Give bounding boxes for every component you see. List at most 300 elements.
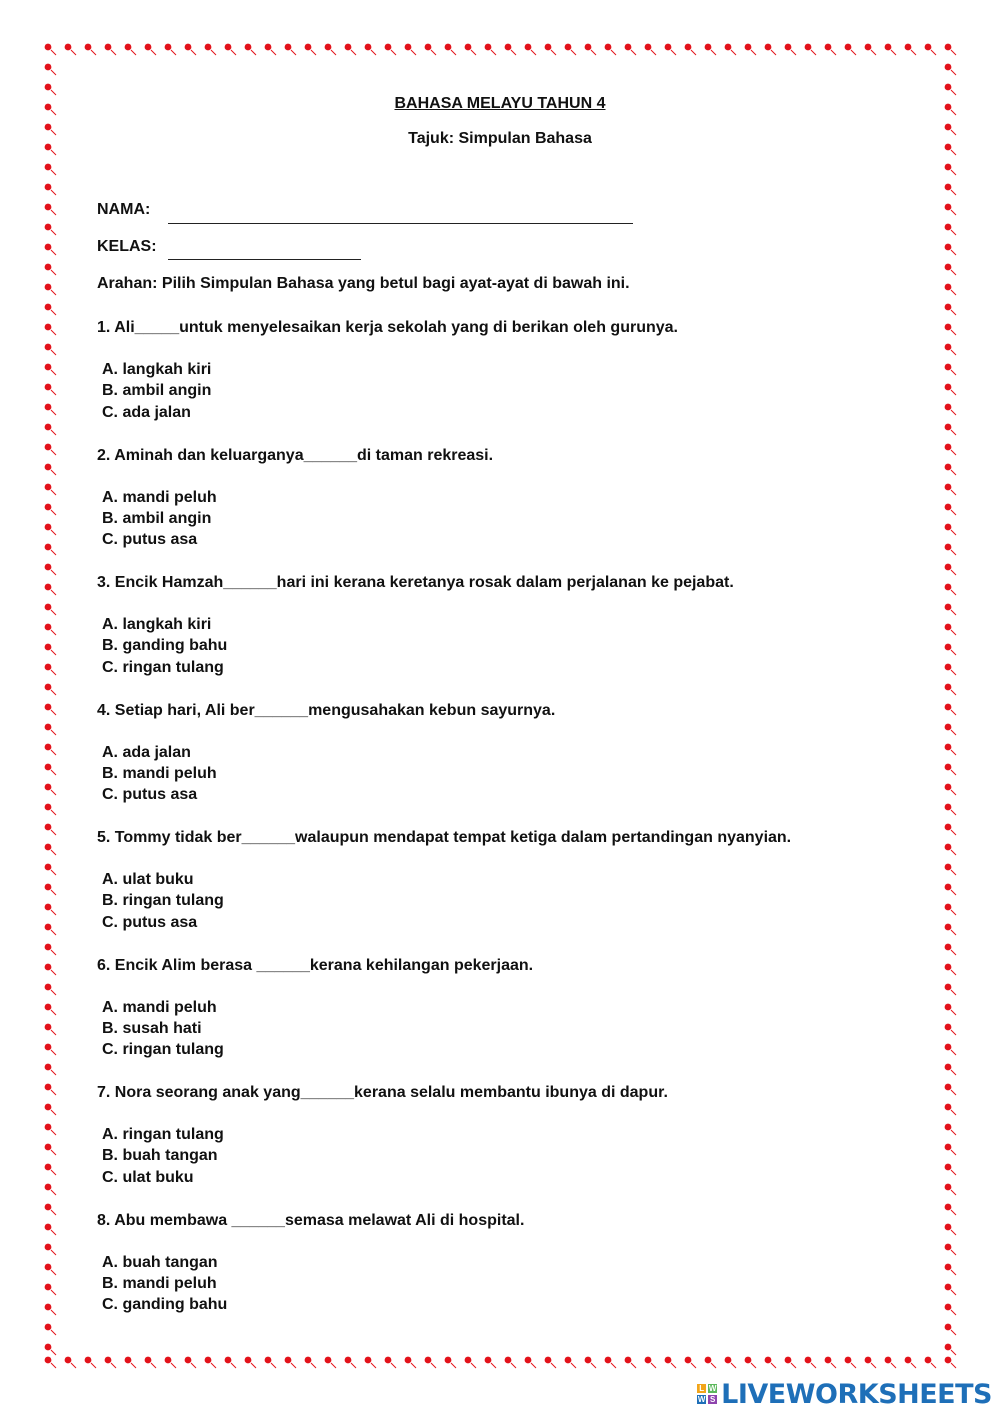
border-dot: [945, 724, 952, 731]
border-dot: [45, 704, 52, 711]
border-dot: [945, 324, 952, 331]
border-dot: [105, 44, 112, 51]
border-dot: [665, 44, 672, 51]
border-dot: [45, 444, 52, 451]
border-dot: [945, 804, 952, 811]
border-dot: [45, 284, 52, 291]
border-dot: [485, 44, 492, 51]
border-dash: [951, 890, 956, 895]
border-dot: [945, 444, 952, 451]
border-dot: [45, 224, 52, 231]
border-dash: [291, 1363, 296, 1368]
border-dash: [51, 910, 56, 915]
border-dash: [831, 50, 836, 55]
border-dot: [625, 1357, 632, 1364]
border-dot: [45, 84, 52, 91]
border-dash: [51, 1210, 56, 1215]
border-dash: [671, 1363, 676, 1368]
border-dot: [285, 1357, 292, 1364]
border-dash: [951, 550, 956, 555]
border-dash: [491, 50, 496, 55]
border-dot: [945, 664, 952, 671]
border-dash: [951, 750, 956, 755]
border-dot: [945, 364, 952, 371]
option-b[interactable]: B. susah hati: [102, 1019, 202, 1037]
border-dash: [471, 1363, 476, 1368]
border-dash: [51, 390, 56, 395]
option-b[interactable]: B. ambil angin: [102, 509, 212, 527]
border-dot: [945, 1184, 952, 1191]
border-dot: [45, 1324, 52, 1331]
border-dash: [51, 670, 56, 675]
border-dot: [125, 44, 132, 51]
option-c[interactable]: C. putus asa: [102, 786, 198, 804]
border-dash: [251, 50, 256, 55]
border-dash: [951, 1170, 956, 1175]
question-item: [97, 1210, 927, 1338]
border-dot: [585, 1357, 592, 1364]
worksheet-subtitle: Tajuk: Simpulan Bahasa: [408, 130, 592, 147]
border-dash: [151, 50, 156, 55]
border-dash: [471, 50, 476, 55]
border-dot: [345, 1357, 352, 1364]
border-dash: [91, 50, 96, 55]
border-dot: [45, 504, 52, 511]
border-dot: [45, 464, 52, 471]
border-dot: [945, 184, 952, 191]
border-dot: [225, 44, 232, 51]
border-dot: [45, 404, 52, 411]
border-dot: [385, 44, 392, 51]
border-dash: [171, 1363, 176, 1368]
border-dot: [765, 44, 772, 51]
border-dot: [945, 384, 952, 391]
border-dot: [45, 1284, 52, 1291]
border-dot: [465, 44, 472, 51]
border-dash: [851, 50, 856, 55]
border-dot: [45, 204, 52, 211]
option-list: [102, 742, 927, 806]
border-dash: [951, 1010, 956, 1015]
border-dash: [51, 1350, 56, 1355]
border-dot: [45, 1004, 52, 1011]
option-list: [102, 997, 927, 1061]
border-dot: [45, 1084, 52, 1091]
option-c[interactable]: C. putus asa: [102, 531, 198, 549]
border-dash: [951, 150, 956, 155]
instruction-text: Arahan: Pilih Simpulan Bahasa yang betul bagi ayat-ayat di bawah ini.: [97, 275, 630, 292]
border-dot: [945, 1084, 952, 1091]
border-dash: [311, 1363, 316, 1368]
border-dot: [945, 464, 952, 471]
border-dot: [945, 564, 952, 571]
border-dot: [945, 84, 952, 91]
border-dash: [951, 1070, 956, 1075]
border-dot: [945, 1064, 952, 1071]
border-dot: [865, 44, 872, 51]
question-text: 5. Tommy tidak ber______walaupun mendapat tempat ketiga dalam pertandingan nyanyian.: [97, 829, 792, 846]
border-dash: [51, 810, 56, 815]
border-dot: [825, 44, 832, 51]
question-text: 8. Abu membawa ______semasa melawat Ali di hospital.: [97, 1211, 525, 1229]
class-field[interactable]: [168, 259, 361, 260]
border-dash: [951, 490, 956, 495]
border-dash: [51, 550, 56, 555]
border-dot: [145, 1357, 152, 1364]
border-dash: [951, 1190, 956, 1195]
border-dot: [365, 44, 372, 51]
border-dash: [951, 1270, 956, 1275]
border-dot: [785, 44, 792, 51]
border-dash: [911, 50, 916, 55]
border-dot: [945, 984, 952, 991]
option-list: [102, 359, 927, 423]
border-dash: [951, 810, 956, 815]
border-dot: [945, 224, 952, 231]
border-dot: [105, 1357, 112, 1364]
option-c[interactable]: C. ringan tulang: [102, 1041, 224, 1059]
border-dash: [171, 50, 176, 55]
border-dot: [945, 844, 952, 851]
border-dash: [951, 670, 956, 675]
border-dash: [51, 1010, 56, 1015]
border-dash: [951, 630, 956, 635]
border-dot: [45, 64, 52, 71]
border-dash: [951, 370, 956, 375]
border-dot: [45, 164, 52, 171]
border-dash: [871, 1363, 876, 1368]
border-dot: [45, 44, 52, 51]
option-c[interactable]: C. ganding bahu: [102, 1296, 228, 1314]
name-field[interactable]: [168, 223, 633, 224]
border-dot: [405, 1357, 412, 1364]
border-dash: [491, 1363, 496, 1368]
border-dot: [245, 1357, 252, 1364]
option-c[interactable]: C. ada jalan: [102, 403, 191, 421]
border-dot: [45, 184, 52, 191]
border-dot: [45, 544, 52, 551]
border-dot: [45, 1304, 52, 1311]
border-dot: [45, 784, 52, 791]
border-dash: [951, 530, 956, 535]
border-dash: [951, 210, 956, 215]
border-dash: [51, 510, 56, 515]
border-dash: [371, 50, 376, 55]
border-dash: [51, 850, 56, 855]
border-dash: [591, 1363, 596, 1368]
border-dash: [951, 1330, 956, 1335]
border-dot: [945, 284, 952, 291]
border-dot: [945, 484, 952, 491]
logo-mark-tile: W: [697, 1395, 706, 1404]
border-dash: [51, 1030, 56, 1035]
option-a[interactable]: A. ringan tulang: [102, 1126, 224, 1143]
border-dot: [945, 544, 952, 551]
border-dot: [45, 1124, 52, 1131]
border-dash: [91, 1363, 96, 1368]
border-dot: [925, 1357, 932, 1364]
border-dash: [51, 930, 56, 935]
border-dot: [45, 1224, 52, 1231]
border-dot: [945, 1144, 952, 1151]
border-dot: [745, 1357, 752, 1364]
border-dot: [85, 1357, 92, 1364]
border-dash: [951, 1350, 956, 1355]
border-dot: [45, 604, 52, 611]
logo-mark-tile: S: [709, 1395, 716, 1404]
border-dash: [51, 150, 56, 155]
border-dash: [631, 1363, 636, 1368]
option-a[interactable]: A. langkah kiri: [102, 361, 212, 378]
border-dot: [45, 1104, 52, 1111]
border-dot: [45, 944, 52, 951]
option-a[interactable]: A. ulat buku: [102, 871, 194, 888]
border-dash: [51, 170, 56, 175]
border-dot: [945, 864, 952, 871]
border-dot: [65, 1357, 72, 1364]
border-dot: [945, 624, 952, 631]
border-dash: [451, 1363, 456, 1368]
border-dash: [51, 1130, 56, 1135]
border-dash: [51, 410, 56, 415]
border-dash: [951, 230, 956, 235]
border-dot: [205, 1357, 212, 1364]
option-a[interactable]: A. buah tangan: [102, 1253, 218, 1271]
option-c[interactable]: C. ulat buku: [102, 1168, 194, 1186]
border-dash: [951, 910, 956, 915]
question-text: 1. Ali_____untuk menyelesaikan kerja sekolah yang di berikan oleh gurunya.: [97, 319, 678, 336]
logo-mark-tile: L: [697, 1384, 706, 1393]
border-dash: [51, 770, 56, 775]
border-dash: [551, 1363, 556, 1368]
border-dot: [505, 44, 512, 51]
border-dot: [905, 44, 912, 51]
border-dash: [411, 50, 416, 55]
question-item: [97, 955, 927, 1083]
border-dash: [51, 950, 56, 955]
border-dash: [51, 710, 56, 715]
border-dot: [945, 684, 952, 691]
border-dot: [45, 1024, 52, 1031]
border-dot: [945, 1244, 952, 1251]
border-dash: [931, 50, 936, 55]
border-dot: [345, 44, 352, 51]
border-dot: [165, 1357, 172, 1364]
border-dash: [951, 1290, 956, 1295]
border-dash: [951, 830, 956, 835]
border-dash: [51, 1250, 56, 1255]
border-dash: [951, 990, 956, 995]
border-dash: [51, 870, 56, 875]
border-dash: [51, 1230, 56, 1235]
border-dot: [45, 484, 52, 491]
border-dot: [45, 1064, 52, 1071]
border-dash: [51, 290, 56, 295]
border-dash: [351, 1363, 356, 1368]
border-dot: [45, 1344, 52, 1351]
border-dash: [951, 1090, 956, 1095]
border-dot: [45, 824, 52, 831]
border-dot: [45, 644, 52, 651]
border-dash: [211, 50, 216, 55]
option-list: [102, 1124, 927, 1188]
border-dash: [551, 50, 556, 55]
border-dash: [951, 310, 956, 315]
option-b[interactable]: B. ambil angin: [102, 382, 212, 400]
border-dot: [565, 1357, 572, 1364]
border-dot: [525, 1357, 532, 1364]
option-list: [102, 869, 927, 933]
border-dot: [65, 44, 72, 51]
option-a[interactable]: A. mandi peluh: [102, 488, 217, 506]
border-dot: [945, 1164, 952, 1171]
border-dot: [45, 844, 52, 851]
border-dash: [51, 1050, 56, 1055]
border-dot: [485, 1357, 492, 1364]
border-dot: [585, 44, 592, 51]
border-dash: [951, 270, 956, 275]
border-dot: [45, 344, 52, 351]
option-a[interactable]: A. langkah kiri: [102, 616, 212, 633]
option-b[interactable]: B. buah tangan: [102, 1147, 218, 1165]
border-dash: [951, 730, 956, 735]
border-dash: [51, 190, 56, 195]
border-dot: [885, 1357, 892, 1364]
border-dash: [931, 1363, 936, 1368]
border-dot: [245, 44, 252, 51]
border-dot: [945, 824, 952, 831]
border-dash: [271, 50, 276, 55]
border-dot: [265, 1357, 272, 1364]
border-dot: [645, 1357, 652, 1364]
border-dash: [51, 750, 56, 755]
border-dash: [951, 1363, 956, 1368]
border-dot: [945, 44, 952, 51]
border-dash: [191, 1363, 196, 1368]
border-dash: [51, 1290, 56, 1295]
border-dot: [45, 244, 52, 251]
border-dot: [765, 1357, 772, 1364]
border-dot: [945, 524, 952, 531]
option-b[interactable]: B. mandi peluh: [102, 1274, 217, 1292]
border-dot: [425, 44, 432, 51]
border-dash: [791, 1363, 796, 1368]
option-b[interactable]: B. ringan tulang: [102, 892, 224, 910]
border-dot: [325, 1357, 332, 1364]
border-dash: [651, 50, 656, 55]
border-dot: [705, 1357, 712, 1364]
border-dash: [51, 230, 56, 235]
border-dash: [211, 1363, 216, 1368]
option-c[interactable]: C. ringan tulang: [102, 658, 224, 676]
border-dash: [51, 310, 56, 315]
border-dot: [45, 524, 52, 531]
option-list: [102, 487, 927, 551]
border-dash: [811, 50, 816, 55]
border-dot: [945, 764, 952, 771]
border-dot: [945, 644, 952, 651]
border-dash: [851, 1363, 856, 1368]
border-dash: [751, 1363, 756, 1368]
border-dot: [945, 1124, 952, 1131]
border-dash: [951, 970, 956, 975]
question-text: 2. Aminah dan keluarganya______di taman rekreasi.: [97, 446, 494, 464]
option-a[interactable]: A. mandi peluh: [102, 998, 217, 1016]
border-dot: [945, 1044, 952, 1051]
border-dash: [311, 50, 316, 55]
border-dot: [285, 44, 292, 51]
border-dot: [385, 1357, 392, 1364]
border-dash: [51, 830, 56, 835]
border-dash: [51, 490, 56, 495]
border-dash: [951, 390, 956, 395]
border-dot: [945, 1357, 952, 1364]
border-dash: [391, 50, 396, 55]
question-item: [97, 827, 927, 955]
border-dash: [131, 1363, 136, 1368]
border-dot: [45, 724, 52, 731]
border-dot: [305, 1357, 312, 1364]
border-dash: [51, 50, 56, 55]
border-dash: [731, 1363, 736, 1368]
border-dash: [51, 70, 56, 75]
border-dot: [945, 164, 952, 171]
border-dot: [945, 1304, 952, 1311]
border-dot: [945, 64, 952, 71]
border-dash: [951, 450, 956, 455]
border-dot: [945, 904, 952, 911]
border-dot: [945, 924, 952, 931]
border-dash: [571, 1363, 576, 1368]
border-dash: [951, 350, 956, 355]
border-dot: [665, 1357, 672, 1364]
option-c[interactable]: C. putus asa: [102, 913, 198, 931]
border-dash: [651, 1363, 656, 1368]
border-dot: [825, 1357, 832, 1364]
border-dot: [605, 1357, 612, 1364]
border-dash: [51, 990, 56, 995]
border-dash: [951, 50, 956, 55]
border-dash: [431, 1363, 436, 1368]
border-dash: [51, 1110, 56, 1115]
question-text: 6. Encik Alim berasa ______kerana kehilangan pekerjaan.: [97, 956, 534, 974]
border-dash: [951, 590, 956, 595]
border-dot: [945, 784, 952, 791]
border-dot: [845, 44, 852, 51]
border-dot: [45, 1264, 52, 1271]
border-dot: [45, 584, 52, 591]
border-dash: [951, 510, 956, 515]
option-a[interactable]: A. ada jalan: [102, 743, 191, 761]
border-dash: [51, 470, 56, 475]
border-dash: [951, 1130, 956, 1135]
border-dot: [405, 44, 412, 51]
border-dot: [45, 624, 52, 631]
border-dash: [371, 1363, 376, 1368]
option-b[interactable]: B. mandi peluh: [102, 764, 217, 782]
border-dash: [951, 290, 956, 295]
border-dot: [465, 1357, 472, 1364]
border-dash: [951, 1150, 956, 1155]
logo-mark-icon: [697, 1384, 717, 1404]
border-dash: [951, 1210, 956, 1215]
border-dot: [705, 44, 712, 51]
border-dot: [525, 44, 532, 51]
option-b[interactable]: B. ganding bahu: [102, 637, 228, 655]
border-dash: [51, 370, 56, 375]
border-dash: [351, 50, 356, 55]
border-dash: [951, 870, 956, 875]
